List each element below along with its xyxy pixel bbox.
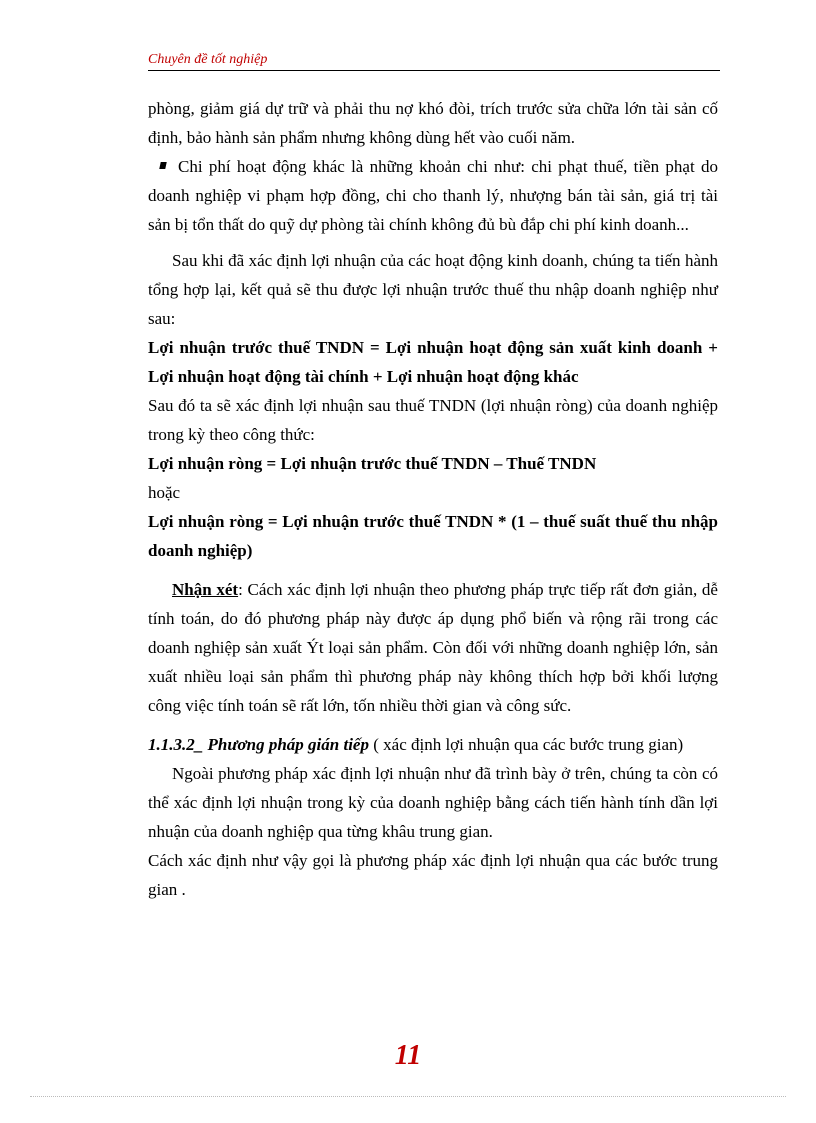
- document-body: [148, 94, 718, 904]
- or-word: hoặc: [148, 483, 181, 502]
- bullet-square-icon: [159, 162, 166, 169]
- section-heading-rest: ( xác định lợi nhuận qua các bước trung gian): [368, 735, 684, 754]
- page-header: [148, 50, 720, 71]
- paragraph-remark: [148, 575, 718, 720]
- remark-label: Nhận xét: [172, 580, 239, 599]
- page-number: 11: [394, 1040, 422, 1071]
- paragraph-summary: Sau khi đã xác định lợi nhuận của các hoạt động kinh doanh, chúng ta tiến hành tổng hợp lại, kết quả sẽ thu được lợi nhuận trước thuế thu nhập doanh nghiệp như sau:: [148, 251, 718, 328]
- bullet-text: Chi phí hoạt động khác là những khoản chi như: chi phạt thuế, tiền phạt do doanh nghiệp vi phạm hợp đồng, chi cho thanh lý, nhượng bán tài sản, giá trị tài sản bị tổn thất do quỹ dự phòng tài chính không đủ bù đắp chi phí kinh doanh...: [148, 157, 718, 234]
- header-title: Chuyên đề tốt nghiệp: [148, 52, 268, 67]
- paragraph-continuation: phòng, giảm giá dự trữ và phải thu nợ khó đòi, trích trước sửa chữa lớn tài sản cố định, bảo hành sản phẩm nhưng không dùng hết vào cuối năm.: [148, 99, 718, 147]
- paragraph-after-tax: Sau đó ta sẽ xác định lợi nhuận sau thuế TNDN (lợi nhuận ròng) của doanh nghiệp trong kỳ theo công thức:: [148, 396, 718, 444]
- section-heading: 1.1.3.2_ Phương pháp gián tiếp: [148, 735, 369, 754]
- formula-net-profit-alt: Lợi nhuận ròng = Lợi nhuận trước thuế TNDN * (1 – thuế suất thuế thu nhập doanh nghiệp): [148, 512, 718, 560]
- formula-profit-before-tax: Lợi nhuận trước thuế TNDN = Lợi nhuận hoạt động sản xuất kinh doanh + Lợi nhuận hoạt động tài chính + Lợi nhuận hoạt động khác: [148, 338, 718, 386]
- remark-text: : Cách xác định lợi nhuận theo phương pháp trực tiếp rất đơn giản, dễ tính toán, do đó phương pháp này được áp dụng phổ biến và rộng rãi trong các doanh nghiệp sản xuất Ýt loại sản phẩm. Còn đối với những doanh nghiệp lớn, sản xuất nhiều loại sản phẩm thì phương pháp này không thích hợp bởi khối lượng công việc tính toán sẽ rất lớn, tốn nhiều thời gian và công sức.: [148, 580, 718, 715]
- bullet-paragraph: [148, 152, 718, 239]
- section-heading-line: [148, 730, 718, 759]
- paragraph-indirect-method: Ngoài phương pháp xác định lợi nhuận như đã trình bày ở trên, chúng ta còn có thể xác định lợi nhuận trong kỳ của doanh nghiệp bằng cách tiến hành tính dần lợi nhuận của doanh nghiệp qua từng khâu trung gian.: [148, 764, 718, 841]
- footer-divider: [30, 1096, 786, 1097]
- paragraph-definition: Cách xác định như vậy gọi là phương pháp xác định lợi nhuận qua các bước trung gian .: [148, 851, 718, 899]
- formula-net-profit: Lợi nhuận ròng = Lợi nhuận trước thuế TNDN – Thuế TNDN: [148, 454, 597, 473]
